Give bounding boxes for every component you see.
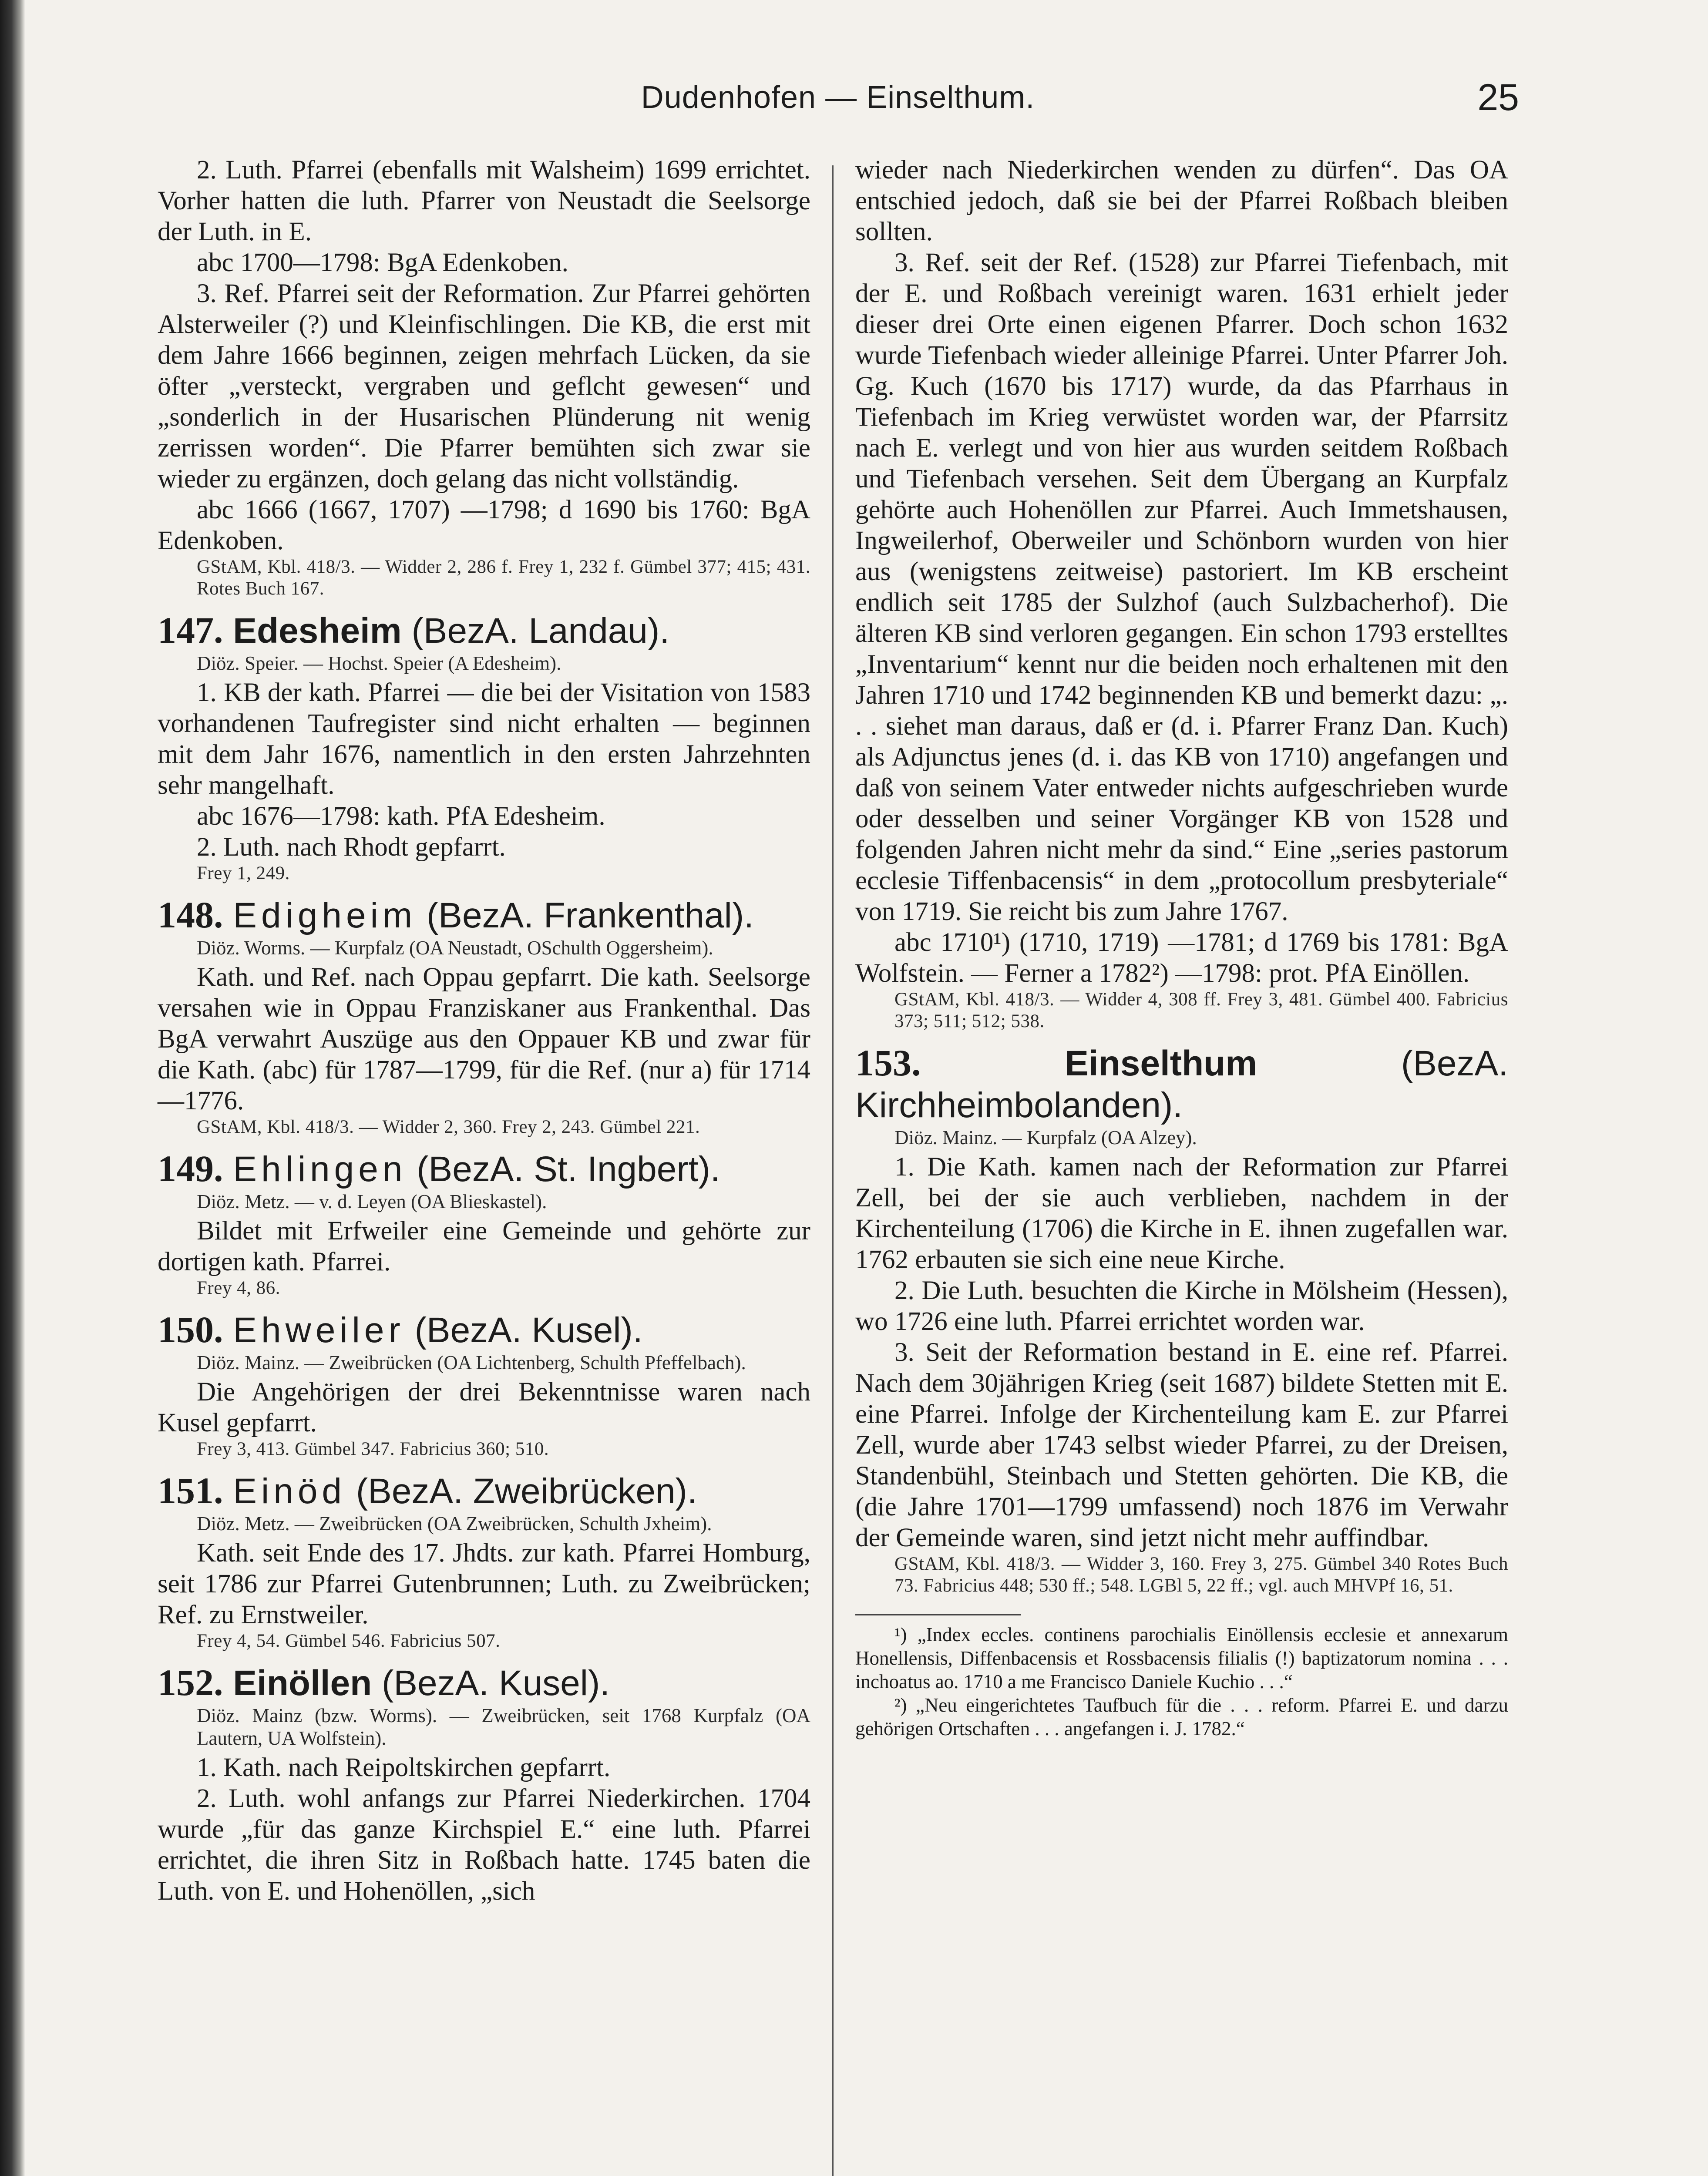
diocese-note: Diöz. Mainz (bzw. Worms). — Zweibrücken, seit 1768 Kurpfalz (OA Lautern, UA Wolfstein).	[197, 1705, 810, 1749]
source-citation: GStAM, Kbl. 418/3. — Widder 2, 360. Frey 2, 243. Gümbel 221.	[197, 1117, 700, 1137]
diocese-note: Diöz. Metz. — Zweibrücken (OA Zweibrücken, Schulth Jxheim).	[197, 1513, 712, 1535]
paragraph: 2. Luth. nach Rhodt gepfarrt.	[197, 833, 506, 862]
paragraph: 2. Luth. Pfarrei (ebenfalls mit Walsheim) 1699 errichtet. Vorher hatten die luth. Pfarrer von Neustadt die Seelsorge der Luth. in E.	[158, 155, 810, 246]
source-citation: Frey 4, 54. Gümbel 546. Fabricius 507.	[197, 1631, 501, 1651]
entry-number: 153.	[855, 1042, 921, 1084]
entry-district: (BezA. Zweibrücken).	[356, 1471, 697, 1511]
diocese-note: Diöz. Mainz. — Kurpfalz (OA Alzey).	[894, 1127, 1197, 1148]
paragraph: 2. Die Luth. besuchten die Kirche in Mölsheim (Hessen), wo 1726 eine luth. Pfarrei errichtet worden war.	[855, 1276, 1508, 1336]
paragraph: Bildet mit Erfweiler eine Gemeinde und gehörte zur dortigen kath. Pfarrei.	[158, 1216, 810, 1276]
source-citation: Frey 4, 86.	[197, 1278, 280, 1298]
column-divider	[832, 165, 834, 2176]
paragraph: abc 1700—1798: BgA Edenkoben.	[197, 248, 568, 277]
source-citation: Frey 3, 413. Gümbel 347. Fabricius 360; 510.	[197, 1439, 549, 1459]
entry-place: Einöd	[233, 1471, 346, 1511]
paragraph: Kath. und Ref. nach Oppau gepfarrt. Die kath. Seelsorge versahen wie in Oppau Franziskaner aus Frankenthal. Das BgA verwahrt Auszüge aus den Oppauer KB und zwar für die Kath. (abc) für 1787—1799, für die Ref. (nur a) für 1714—1776.	[158, 963, 810, 1115]
entry-number: 147.	[158, 609, 223, 651]
diocese-note: Diöz. Metz. — v. d. Leyen (OA Blieskastel).	[197, 1191, 547, 1212]
paragraph: 2. Luth. wohl anfangs zur Pfarrei Niederkirchen. 1704 wurde „für das ganze Kirchspiel E.“ eine luth. Pfarrei errichtet, die ihren Sitz in Roßbach hatte. 1745 baten die Luth. von E. und Hohenöllen, „sich	[158, 1784, 810, 1906]
entry-number: 149.	[158, 1148, 223, 1189]
entry-heading-152	[158, 1662, 810, 1704]
diocese-note: Diöz. Worms. — Kurpfalz (OA Neustadt, OSchulth Oggersheim).	[197, 937, 713, 959]
paragraph: 1. Die Kath. kamen nach der Reformation zur Pfarrei Zell, bei der sie auch verblieben, nachdem in der Kirchenteilung (1706) die Kirche in E. ihnen zugefallen war. 1762 erbauten sie sich eine neue Kirche.	[855, 1152, 1508, 1274]
paragraph: abc 1710¹) (1710, 1719) —1781; d 1769 bis 1781: BgA Wolfstein. — Ferner a 1782²) —1798: prot. PfA Einöllen.	[855, 928, 1508, 988]
entry-district: (BezA. Landau).	[411, 611, 670, 651]
entry-number: 150.	[158, 1309, 223, 1350]
left-column	[158, 154, 810, 1907]
entry-place: Einöllen	[233, 1663, 372, 1703]
paragraph: 3. Seit der Reformation bestand in E. eine ref. Pfarrei. Nach dem 30jährigen Krieg (seit 1687) bildete Stetten mit E. eine Pfarrei. Infolge der Kirchenteilung kam E. zur Pfarrei Zell, wurde aber 1743 selbst wieder Pfarrei, zu der Dreisen, Standenbühl, Steinbach und Stetten gehörten. Die KB, die (die Jahre 1701—1799 umfassend) noch 1876 im Verwahr der Gemeinde waren, sind jetzt nicht mehr auffindbar.	[855, 1338, 1508, 1552]
entry-place: Edesheim	[233, 611, 402, 651]
source-citation: GStAM, Kbl. 418/3. — Widder 2, 286 f. Frey 1, 232 f. Gümbel 377; 415; 431. Rotes Buch 167.	[197, 557, 810, 599]
source-citation: Frey 1, 249.	[197, 863, 290, 883]
page-header	[157, 72, 1519, 124]
entry-place: Edigheim	[233, 896, 417, 935]
entry-district: (BezA. Kirchheimbolanden).	[855, 1044, 1508, 1125]
footnote-1: ¹) „Index eccles. continens parochialis Einöllensis ecclesie et annexarum Honellensis, Diffenbacensis et Rossbacensis filialis (!) baptizatorum nomina . . . inchoatus ao. 1710 a me Francisco Daniele Kuchio . . .“	[855, 1624, 1508, 1692]
entry-number: 151.	[158, 1470, 223, 1511]
diocese-note: Diöz. Speier. — Hochst. Speier (A Edesheim).	[197, 652, 561, 674]
paragraph: 1. Kath. nach Reipoltskirchen gepfarrt.	[197, 1753, 611, 1782]
entry-district: (BezA. St. Ingbert).	[417, 1149, 720, 1189]
paragraph: Die Angehörigen der drei Bekenntnisse waren nach Kusel gepfarrt.	[158, 1377, 810, 1437]
entry-heading-150	[158, 1309, 810, 1351]
entry-heading-149	[158, 1148, 810, 1190]
paragraph: Kath. seit Ende des 17. Jhdts. zur kath. Pfarrei Homburg, seit 1786 zur Pfarrei Gutenbrunnen; Luth. zu Zweibrücken; Ref. zu Ernstweiler.	[158, 1538, 810, 1629]
source-citation: GStAM, Kbl. 418/3. — Widder 4, 308 ff. Frey 3, 481. Gümbel 400. Fabricius 373; 511; 512; 538.	[894, 989, 1508, 1031]
paragraph: 3. Ref. seit der Ref. (1528) zur Pfarrei Tiefenbach, mit der E. und Roßbach vereinigt waren. 1631 erhielt jeder dieser drei Orte einen eigenen Pfarrer. Doch schon 1632 wurde Tiefenbach wieder alleinige Pfarrei. Unter Pfarrer Joh. Gg. Kuch (1670 bis 1717) wurde, da das Pfarrhaus in Tiefenbach im Krieg verwüstet worden war, der Pfarrsitz nach E. verlegt und von hier aus wurden seitdem Roßbach und Tiefenbach versehen. Seit dem Übergang an Kurpfalz gehörte auch Hohenöllen zur Pfarrei. Auch Immetshausen, Ingweilerhof, Oberweiler und Schönborn wurden von hier aus (wenigstens zeitweise) pastoriert. Im KB erscheint endlich seit 1785 der Sulzhof (auch Sulzbacherhof). Die älteren KB sind verloren gegangen. Ein schon 1793 erstelltes „Inventarium“ kennt nur die beiden noch erhaltenen mit den Jahren 1710 und 1742 beginnenden KB und bemerkt dazu: „. . . siehet man daraus, daß er (d. i. Pfarrer Franz Dan. Kuch) als Adjunctus jenes (d. i. das KB von 1710) angefangen und daß von seinem Vater entweder nichts aufgeschrieben wurde oder desselben und seiner Vorgänger KB von 1528 und folgenden Jahren nicht mehr da sind.“ Eine „series pastorum ecclesie Tiffenbacensis“ in dem „protocollum presbyteriale“ von 1719. Sie reicht bis zum Jahre 1767.	[855, 248, 1508, 926]
right-column	[855, 154, 1508, 1740]
paragraph: 3. Ref. Pfarrei seit der Reformation. Zur Pfarrei gehörten Alsterweiler (?) und Kleinfischlingen. Die KB, die erst mit dem Jahre 1666 beginnen, zeigen mehrfach Lücken, da sie öfter „versteckt, vergraben und geflcht gewesen“ und „sonderlich in der Husarischen Plünderung nit wenig zerrissen worden“. Die Pfarrer bemühten sich zwar sie wieder zu ergänzen, doch gelang das nicht vollständig.	[158, 279, 810, 494]
entry-heading-147	[158, 609, 810, 652]
entry-number: 148.	[158, 894, 223, 936]
entry-number: 152.	[158, 1662, 223, 1703]
entry-place: Ehweiler	[233, 1310, 405, 1350]
diocese-note: Diöz. Mainz. — Zweibrücken (OA Lichtenberg, Schulth Pfeffelbach).	[197, 1352, 746, 1373]
footnotes	[855, 1614, 1508, 1740]
paragraph: wieder nach Niederkirchen wenden zu dürfen“. Das OA entschied jedoch, daß sie bei der Pfarrei Roßbach bleiben sollten.	[855, 155, 1508, 246]
paragraph: abc 1676—1798: kath. PfA Edesheim.	[197, 802, 605, 831]
entry-place: Ehlingen	[233, 1149, 407, 1189]
entry-heading-148	[158, 894, 810, 937]
entry-district: (BezA. Kusel).	[414, 1310, 643, 1350]
running-title: Dudenhofen — Einselthum.	[641, 80, 1035, 115]
entry-place: Einselthum	[1065, 1044, 1257, 1083]
entry-heading-153	[855, 1042, 1508, 1126]
footnote-2: ²) „Neu eingerichtetes Taufbuch für die . . . reform. Pfarrei E. und darzu gehörigen Ortschaften . . . angefangen i. J. 1782.“	[855, 1694, 1508, 1739]
entry-district: (BezA. Kusel).	[382, 1663, 610, 1703]
book-binding-edge	[0, 0, 25, 2176]
source-citation: GStAM, Kbl. 418/3. — Widder 3, 160. Frey 3, 275. Gümbel 340 Rotes Buch 73. Fabricius 448; 530 ff.; 548. LGBl 5, 22 ff.; vgl. auch MHVPf 16, 51.	[894, 1554, 1508, 1596]
entry-district: (BezA. Frankenthal).	[426, 896, 754, 935]
entry-heading-151	[158, 1470, 810, 1512]
paragraph: 1. KB der kath. Pfarrei — die bei der Visitation von 1583 vorhandenen Taufregister sind nicht erhalten — beginnen mit dem Jahr 1676, namentlich in den ersten Jahrzehnten sehr mangelhaft.	[158, 678, 810, 800]
page-number: 25	[1477, 77, 1519, 118]
paragraph: abc 1666 (1667, 1707) —1798; d 1690 bis 1760: BgA Edenkoben.	[158, 495, 810, 555]
